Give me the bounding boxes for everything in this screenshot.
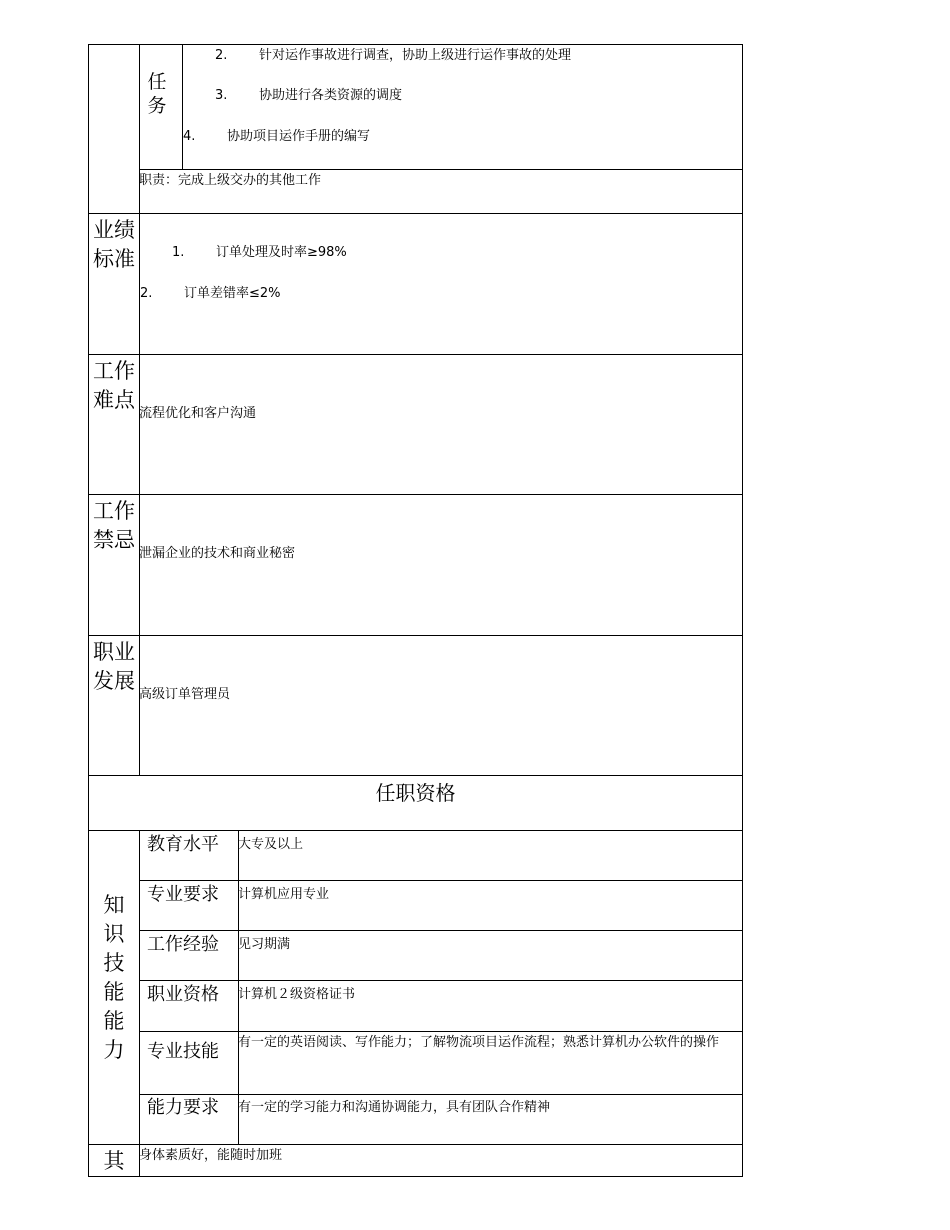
career-text: 高级订单管理员 [139,687,231,702]
difficulty-label: 工作难点 [93,359,135,412]
performance-text-2: 订单差错率≤2% [184,286,281,301]
certificate-value: 计算机２级资格证书 [238,987,356,1002]
performance-num-2: 2. [140,286,153,301]
major-label: 专业要求 [147,884,219,905]
task-num-3: 3. [215,88,228,103]
qualification-group-label: 知识技能能力 [103,893,125,1062]
performance-text-1: 订单处理及时率≥98% [216,245,347,260]
qualification-title: 任职资格 [375,781,456,805]
task-text-4: 协助项目运作手册的编写 [227,129,371,144]
task-text-3: 协助进行各类资源的调度 [259,88,403,103]
other-text: 身体素质好，能随时加班 [139,1148,283,1163]
skill-label: 专业技能 [147,1041,219,1062]
task-label: 任务 [147,71,167,117]
taboo-label: 工作禁忌 [93,499,135,552]
experience-value: 见习期满 [238,937,291,952]
performance-label: 业绩标准 [93,218,135,271]
experience-label: 工作经验 [147,934,219,955]
other-label: 其 [103,1149,125,1173]
ability-label: 能力要求 [147,1097,219,1118]
responsibility-text: 职责：完成上级交办的其他工作 [139,173,322,188]
performance-num-1: 1. [172,245,185,260]
ability-value: 有一定的学习能力和沟通协调能力，具有团队合作精神 [238,1100,551,1115]
education-label: 教育水平 [147,834,219,855]
taboo-text: 泄漏企业的技术和商业秘密 [139,546,296,561]
skill-value: 有一定的英语阅读、写作能力；了解物流项目运作流程；熟悉计算机办公软件的操作 [238,1035,720,1050]
major-value: 计算机应用专业 [238,887,330,902]
task-num-4: 4. [183,129,196,144]
career-label: 职业发展 [93,640,135,693]
difficulty-text: 流程优化和客户沟通 [139,406,257,421]
education-value: 大专及以上 [238,837,304,852]
task-num-2: 2. [215,48,228,63]
task-text-2: 针对运作事故进行调查，协助上级进行运作事故的处理 [259,48,572,63]
certificate-label: 职业资格 [147,984,219,1005]
